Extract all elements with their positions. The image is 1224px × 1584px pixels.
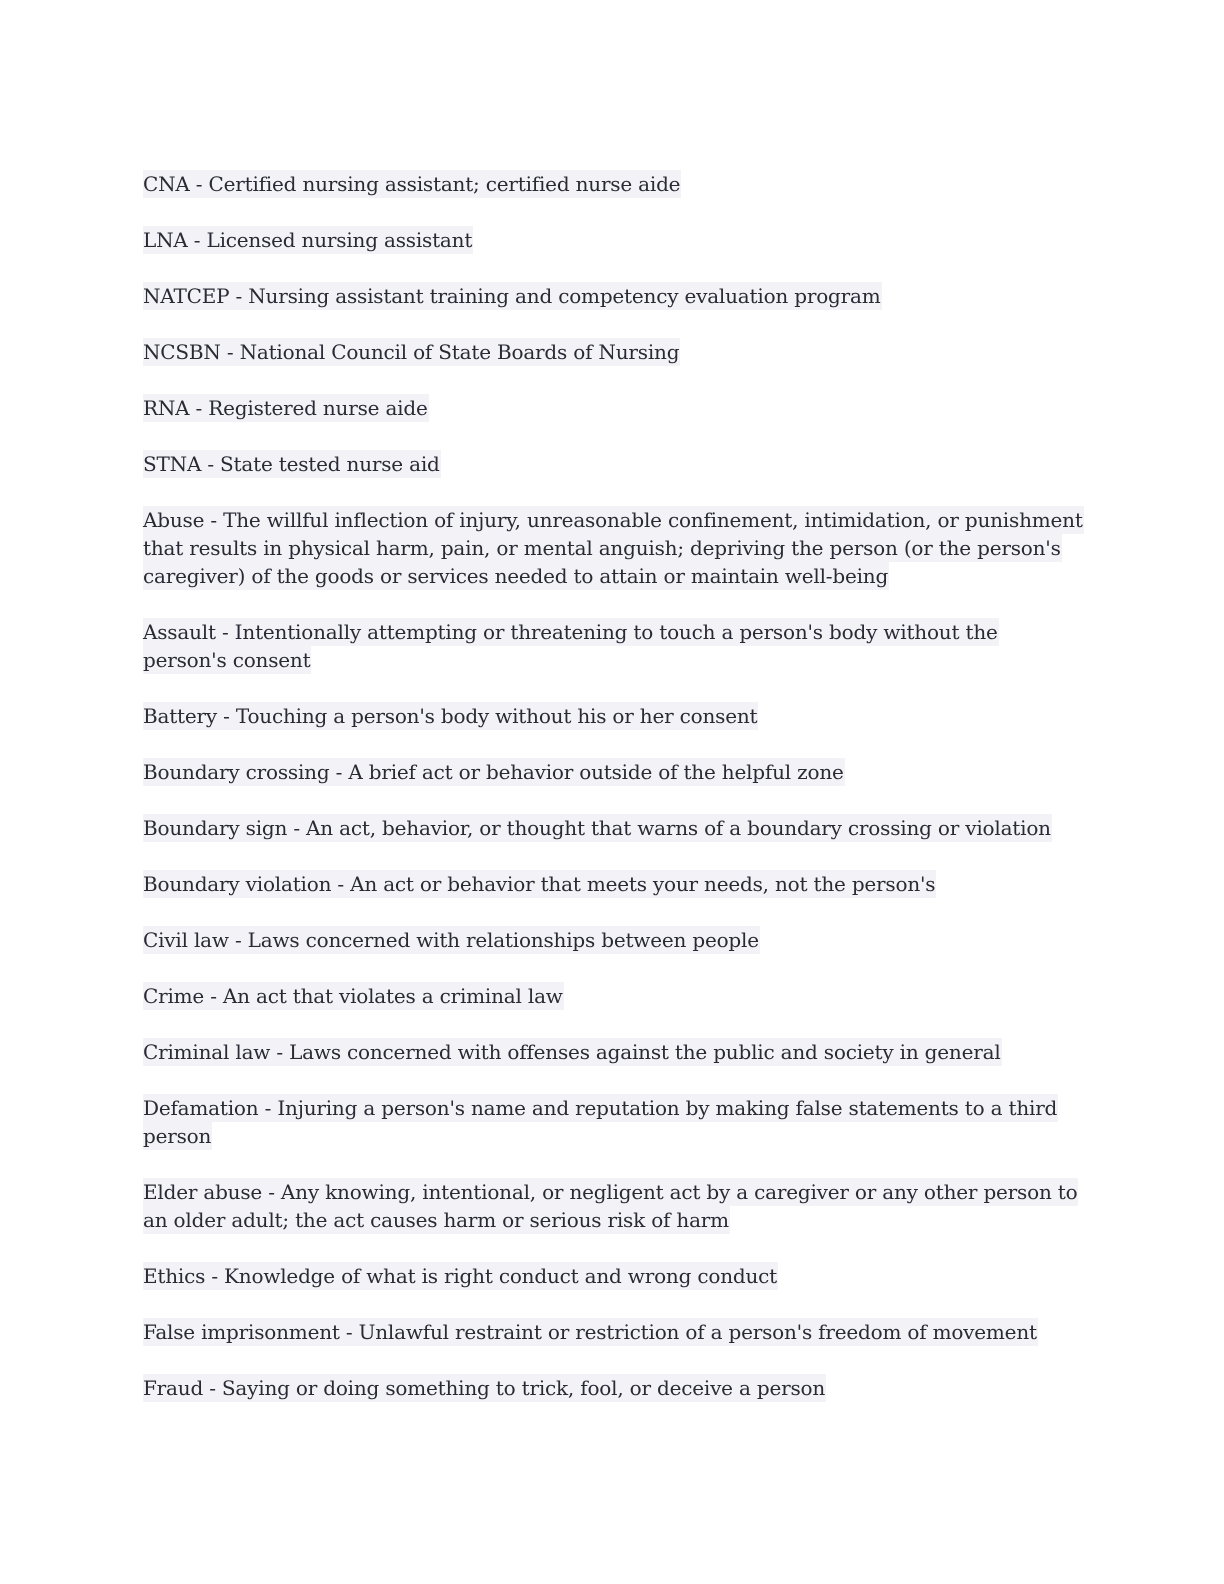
entry-text: CNA - Certified nursing assistant; certified nurse aide	[143, 172, 681, 196]
entry-text: Boundary violation - An act or behavior that meets your needs, not the person's	[143, 872, 936, 896]
entry-text: NATCEP - Nursing assistant training and competency evaluation program	[143, 284, 881, 308]
entry-text: STNA - State tested nurse aid	[143, 452, 440, 476]
glossary-entry	[143, 226, 1083, 254]
glossary-entry	[143, 170, 1083, 198]
entry-text: Fraud - Saying or doing something to trick, fool, or deceive a person	[143, 1376, 826, 1400]
glossary-entry	[143, 926, 1083, 954]
glossary-list	[143, 170, 1083, 1430]
glossary-entry	[143, 394, 1083, 422]
entry-text: Abuse - The willful inflection of injury, unreasonable confinement, intimidation, or punishment that results in physical harm, pain, or mental anguish; depriving the person (or the person's caregiver) of the goods or services needed to attain or maintain well-being	[143, 508, 1083, 588]
glossary-entry	[143, 338, 1083, 366]
glossary-entry	[143, 870, 1083, 898]
entry-text: RNA - Registered nurse aide	[143, 396, 428, 420]
glossary-entry	[143, 1178, 1083, 1234]
entry-text: Crime - An act that violates a criminal law	[143, 984, 563, 1008]
glossary-entry	[143, 1262, 1083, 1290]
entry-text: Ethics - Knowledge of what is right conduct and wrong conduct	[143, 1264, 778, 1288]
glossary-entry	[143, 282, 1083, 310]
glossary-entry	[143, 618, 1083, 674]
glossary-entry	[143, 1318, 1083, 1346]
entry-text: Criminal law - Laws concerned with offenses against the public and society in general	[143, 1040, 1001, 1064]
entry-text: Civil law - Laws concerned with relationships between people	[143, 928, 759, 952]
entry-text: Boundary sign - An act, behavior, or thought that warns of a boundary crossing or violation	[143, 816, 1051, 840]
glossary-entry	[143, 1374, 1083, 1402]
entry-text: Assault - Intentionally attempting or threatening to touch a person's body without the person's consent	[143, 620, 998, 672]
glossary-entry	[143, 758, 1083, 786]
entry-text: Defamation - Injuring a person's name and reputation by making false statements to a third person	[143, 1096, 1058, 1148]
glossary-entry	[143, 1038, 1083, 1066]
glossary-entry	[143, 814, 1083, 842]
glossary-entry	[143, 450, 1083, 478]
glossary-entry	[143, 506, 1083, 590]
glossary-entry	[143, 702, 1083, 730]
entry-text: LNA - Licensed nursing assistant	[143, 228, 473, 252]
glossary-entry	[143, 1094, 1083, 1150]
entry-text: Elder abuse - Any knowing, intentional, or negligent act by a caregiver or any other person to an older adult; the act causes harm or serious risk of harm	[143, 1180, 1078, 1232]
entry-text: NCSBN - National Council of State Boards of Nursing	[143, 340, 680, 364]
entry-text: Battery - Touching a person's body without his or her consent	[143, 704, 758, 728]
entry-text: Boundary crossing - A brief act or behavior outside of the helpful zone	[143, 760, 844, 784]
entry-text: False imprisonment - Unlawful restraint or restriction of a person's freedom of movement	[143, 1320, 1037, 1344]
glossary-entry	[143, 982, 1083, 1010]
